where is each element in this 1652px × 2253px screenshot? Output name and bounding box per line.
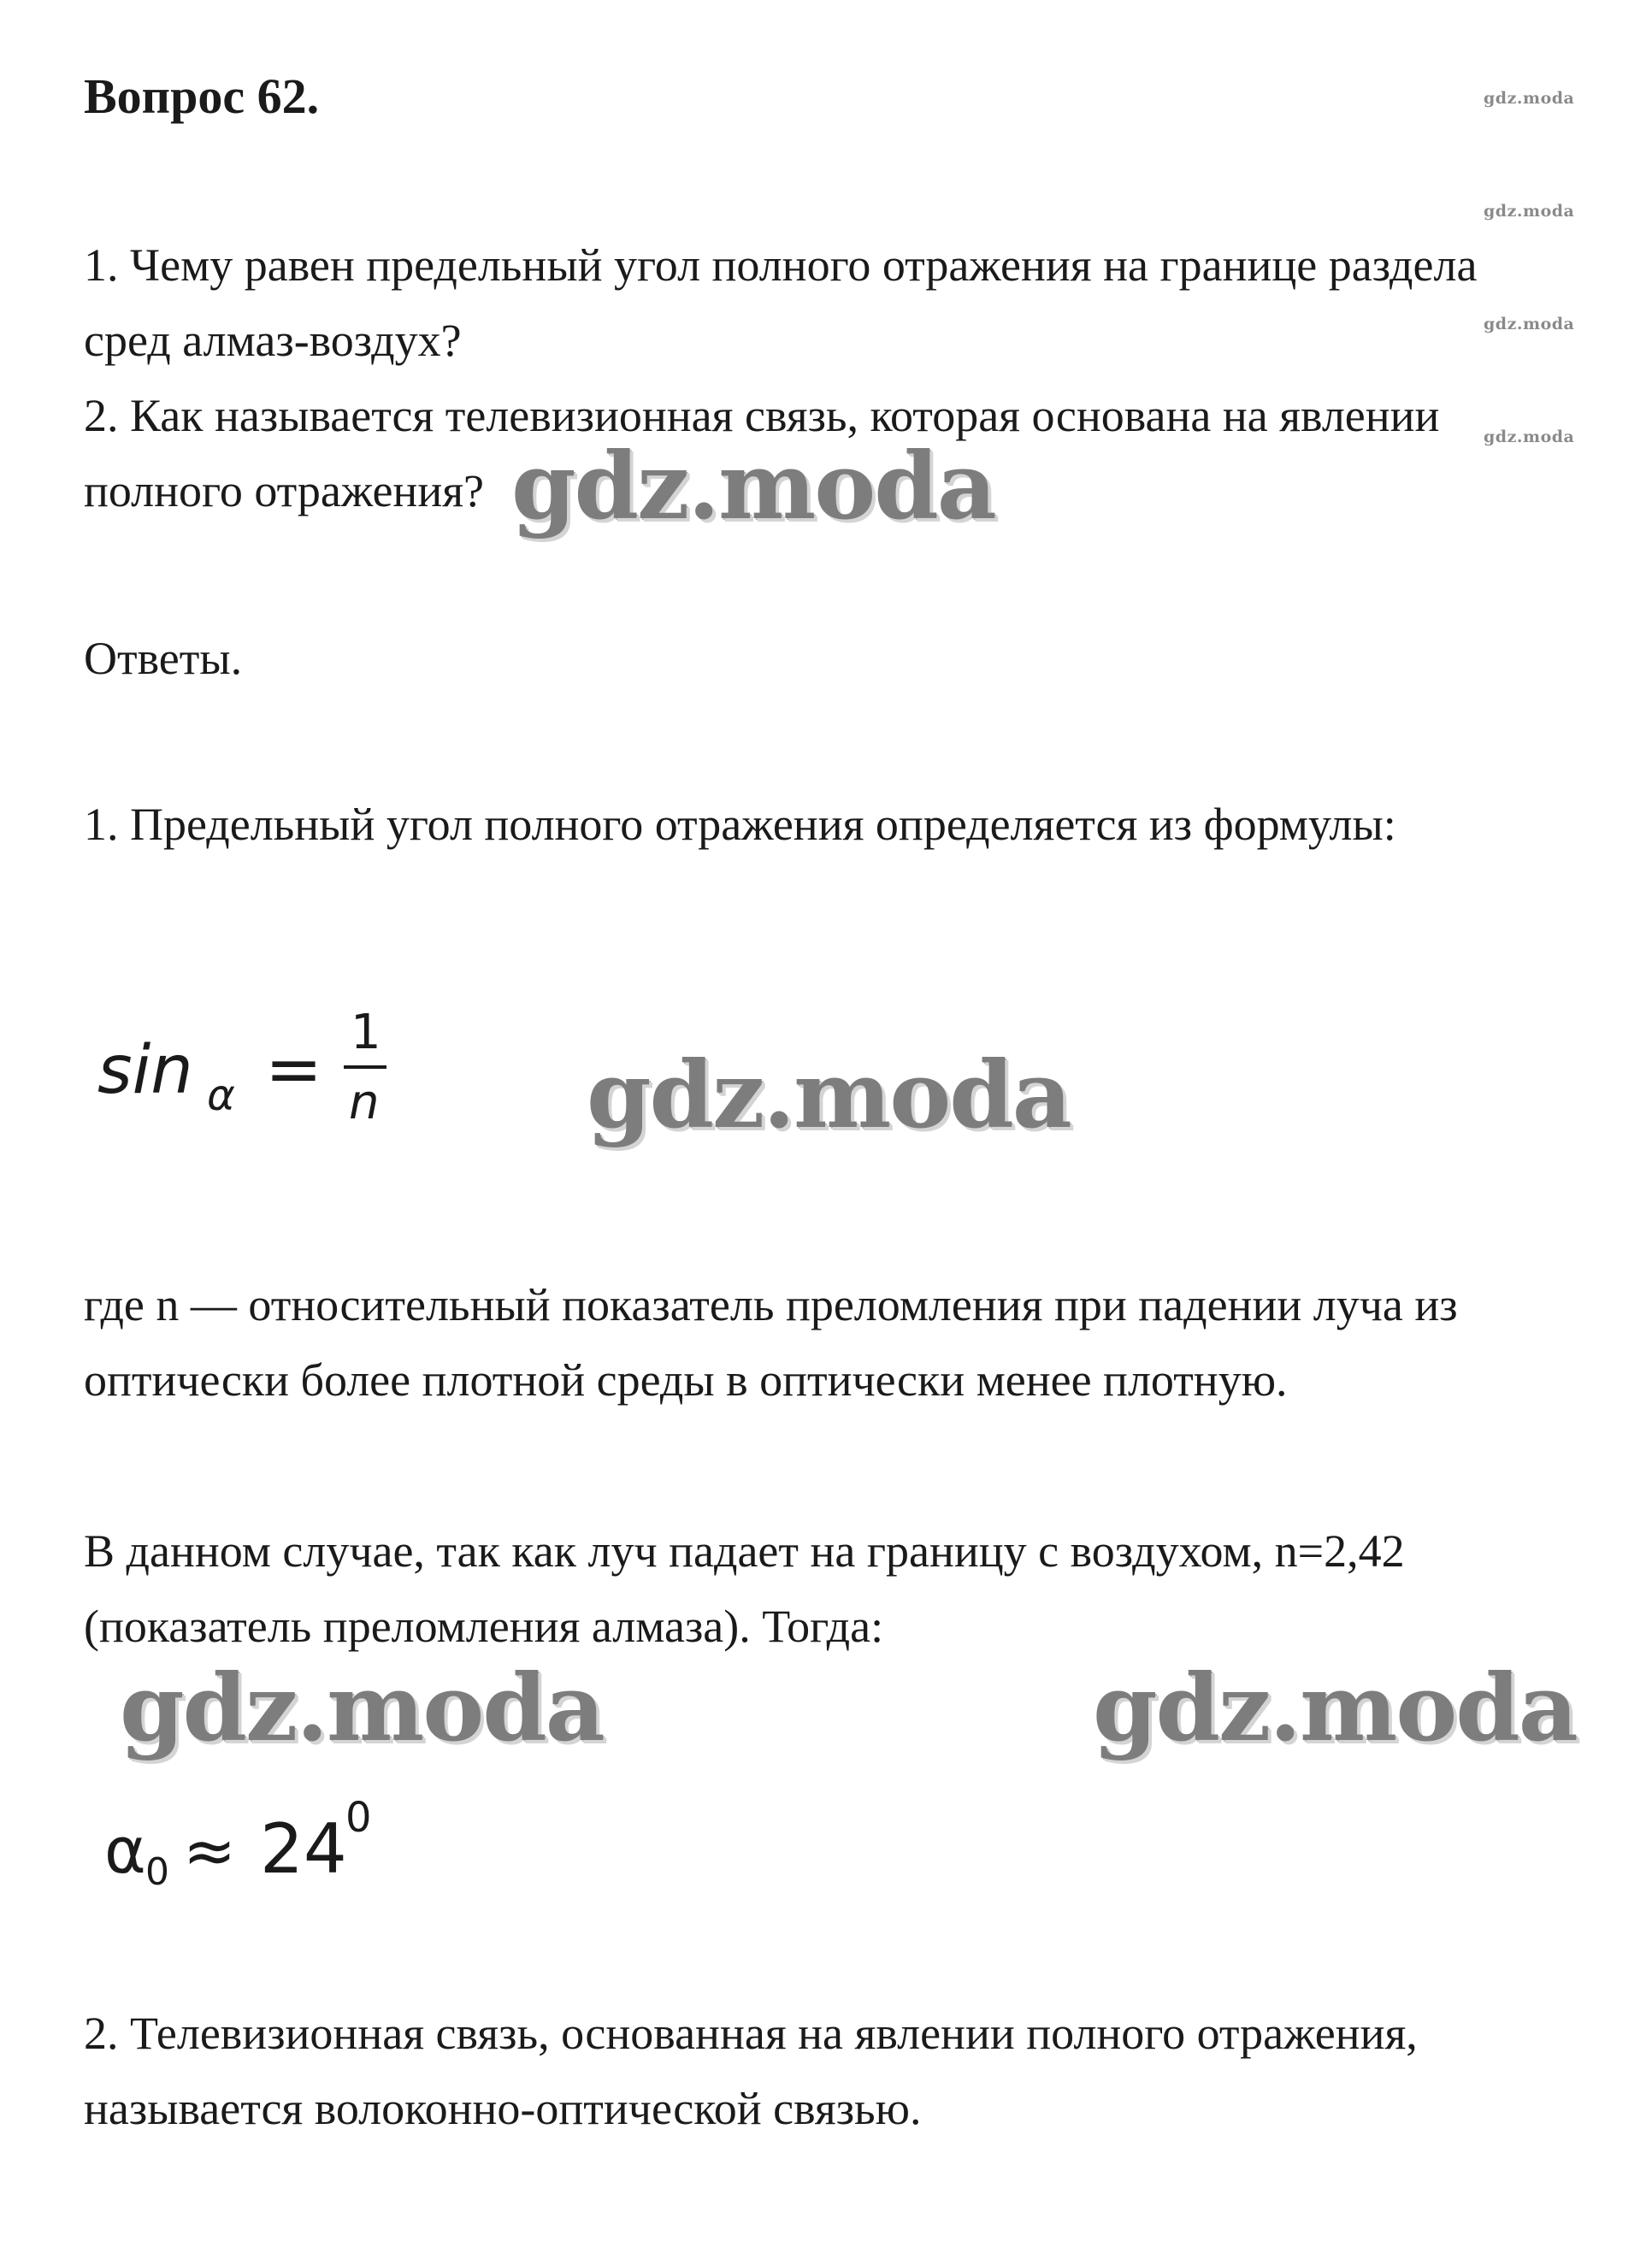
- watermark-large-2: gdz.moda: [587, 1041, 1071, 1149]
- answer-1-intro: 1. Предельный угол полного отражения определяется из формулы:: [84, 799, 1396, 850]
- formula2-value: 24: [260, 1809, 347, 1889]
- formula2-superscript: 0: [345, 1794, 372, 1842]
- case-line-2: (показатель преломления алмаза). Тогда:: [84, 1601, 884, 1652]
- watermark-large-3: gdz.moda: [120, 1654, 604, 1762]
- answer-2-line-2: называется волоконно-оптической связью.: [84, 2083, 922, 2134]
- formula1-lhs: sin: [97, 1032, 193, 1109]
- formula1-equals: =: [265, 1029, 323, 1109]
- watermark-small-2: gdz.moda: [1484, 202, 1575, 221]
- answers-heading: Ответы.: [84, 633, 243, 684]
- explanation-line-1: где n — относительный показатель преломления при падении луча из: [84, 1279, 1458, 1330]
- question-title: Вопрос 62.: [84, 68, 320, 124]
- question-1-line-1: 1. Чему равен предельный угол полного отражения на границе раздела: [84, 239, 1478, 291]
- formula2-approx: ≈: [183, 1814, 237, 1888]
- question-2-line-2: полного отражения?: [84, 465, 485, 516]
- formula-angle-result: [101, 1787, 409, 1898]
- question-1-line-2: сред алмаз-воздух?: [84, 315, 462, 366]
- watermark-small-1: gdz.moda: [1484, 89, 1575, 108]
- watermark-large-1: gdz.moda: [511, 433, 995, 540]
- question-2-line-1: 2. Как называется телевизионная связь, которая основана на явлении: [84, 390, 1440, 441]
- watermark-small-4: gdz.moda: [1484, 428, 1575, 446]
- case-line-1: В данном случае, так как луч падает на границу с воздухом, n=2,42: [84, 1525, 1405, 1577]
- formula2-subscript: 0: [145, 1850, 169, 1894]
- watermark-large-4: gdz.moda: [1093, 1654, 1577, 1762]
- formula1-numerator: 1: [351, 1005, 381, 1060]
- formula-sine-limit: [94, 1000, 402, 1146]
- formula1-denominator: n: [349, 1075, 380, 1130]
- formula2-symbol: α: [104, 1814, 146, 1888]
- formula1-subscript: α: [207, 1070, 235, 1120]
- answer-2-line-1: 2. Телевизионная связь, основанная на явлении полного отражения,: [84, 2008, 1418, 2059]
- explanation-line-2: оптически более плотной среды в оптически менее плотную.: [84, 1354, 1288, 1406]
- watermark-small-3: gdz.moda: [1484, 315, 1575, 333]
